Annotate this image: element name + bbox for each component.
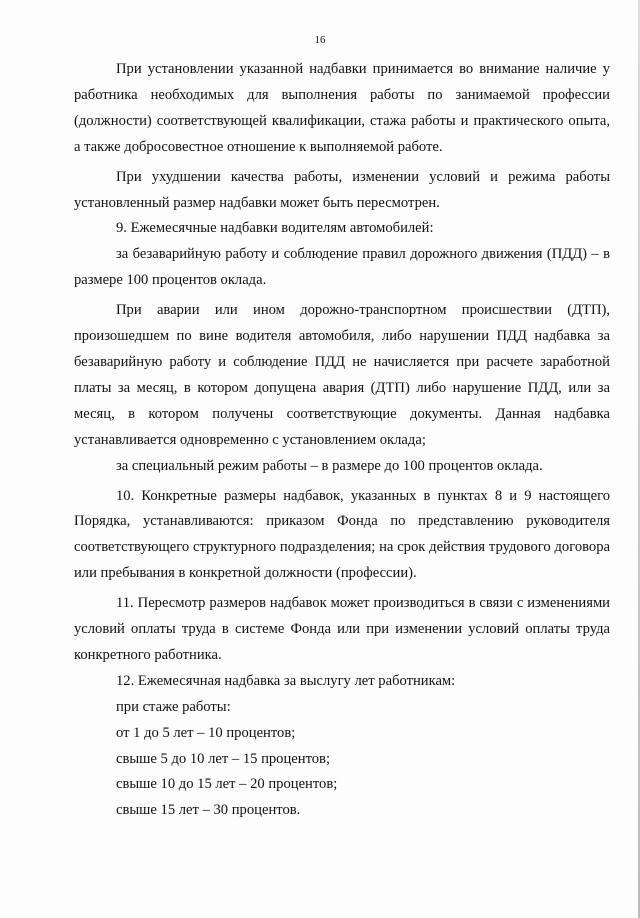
paragraph-item-9-heading: 9. Ежемесячные надбавки водителям автомобилей: bbox=[116, 220, 434, 237]
page-number: 16 bbox=[314, 34, 326, 46]
paragraph-item-11: 11. Пересмотр размеров надбавок может производиться в связи с изменениями условий оплаты труда в системе Фонда или при изменении условий оплаты труда конкретного работника. bbox=[74, 595, 610, 663]
seniority-list-item: свыше 10 до 15 лет – 20 процентов; bbox=[116, 776, 338, 793]
document-body bbox=[74, 57, 610, 824]
paragraph-accident-free-allowance: за безаварийную работу и соблюдение правил дорожного движения (ПДД) – в размере 100 процентов оклада. bbox=[74, 246, 610, 289]
seniority-list-item: свыше 15 лет – 30 процентов. bbox=[116, 802, 301, 819]
seniority-list-item: свыше 5 до 10 лет – 15 процентов; bbox=[116, 750, 330, 767]
paragraph-allowance-revision: При ухудшении качества работы, изменении условий и режима работы установленный размер надбавки может быть пересмотрен. bbox=[74, 168, 610, 211]
paragraph-allowance-criteria: При установлении указанной надбавки принимается во внимание наличие у работника необходимых для выполнения работы по занимаемой профессии (должности) соответствующей квалификации, стажа работы и практического опыта, а также добросовестное отношение к выполняемой работе. bbox=[74, 61, 610, 155]
paragraph-accident-rules: При аварии или ином дорожно-транспортном происшествии (ДТП), произошедшем по вине водителя автомобиля, либо нарушении ПДД надбавка за безаварийную работу и соблюдение ПДД не начисляется при расчете заработной платы за месяц, в котором допущена авария (ДТП) либо нарушение ПДД, или за месяц, в котором получены соответствующие документы. Данная надбавка устанавливается одновременно с установлением оклада; bbox=[74, 302, 610, 448]
paragraph-seniority-intro: при стаже работы: bbox=[116, 698, 231, 715]
paragraph-item-12-heading: 12. Ежемесячная надбавка за выслугу лет работникам: bbox=[116, 672, 456, 689]
paragraph-special-regime: за специальный режим работы – в размере до 100 процентов оклада. bbox=[116, 457, 543, 474]
paragraph-item-10: 10. Конкретные размеры надбавок, указанных в пунктах 8 и 9 настоящего Порядка, устанавливаются: приказом Фонда по представлению руководителя соответствующего структурного подразделения; на срок действия трудового договора или пребывания в конкретной должности (профессии). bbox=[74, 487, 610, 582]
seniority-list-item: от 1 до 5 лет – 10 процентов; bbox=[116, 724, 296, 741]
